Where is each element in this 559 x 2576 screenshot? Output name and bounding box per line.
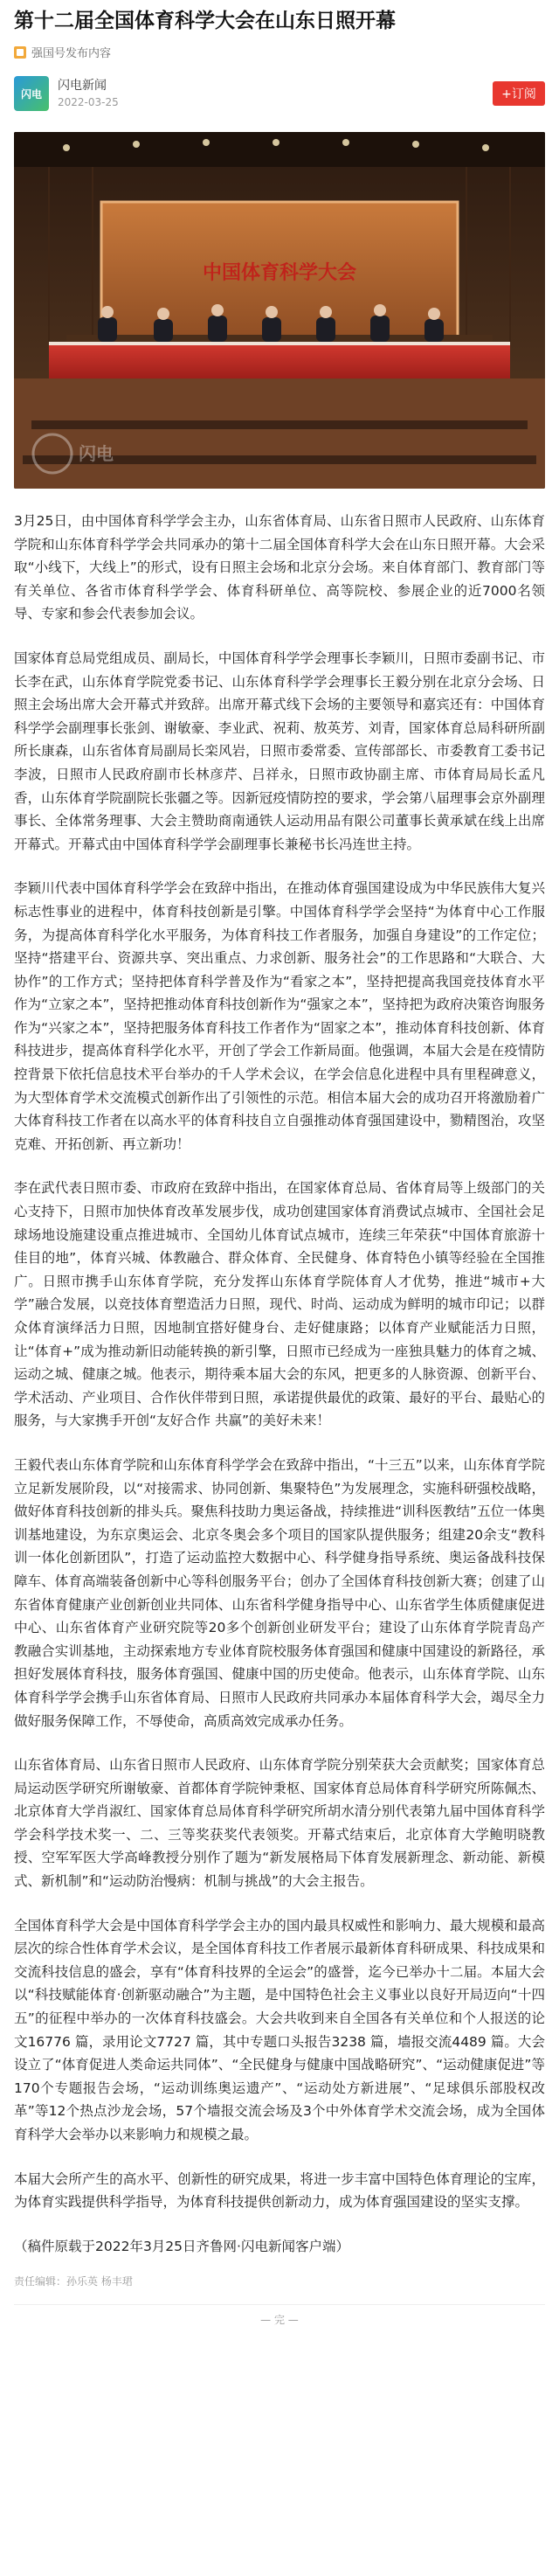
head-table <box>49 342 510 378</box>
table-edge <box>49 342 510 345</box>
paragraph: 3月25日，由中国体育科学学会主办，山东省体育局、山东省日照市人民政府、山东体育学院和山东体育科学学会共同承办的第十二届全国体育科学大会在山东日照开幕。大会采取“小线下，大线上”的形式，设有日照主会场和北京分会场。来自体育部门、教育部门等有关单位、各省市体育科学学会、体育科研单位、高等院校、参展企业的近7000名领导、专家和参会代表参加会议。 <box>14 513 545 622</box>
paragraph: 李在武代表日照市委、市政府在致辞中指出，在国家体育总局、省体育局等上级部门的关心支持下，日照市加快体育改革发展步伐，成功创建国家体育消费试点城市、全国社会足球场地设施建设重点推进城市、全国幼儿体育试点城市，连续三年荣获“中国体育旅游十佳目的地”，体育兴城、体教融合、群众体育、全民健身、体育特色小镇等经验在全国推广。日照市携手山东体育学院，充分发挥山东体育学院体育人才优势，推进“城市+大学”融合发展，以竞技体育塑造活力日照，现代、时尚、运动成为鲜明的城市印记；以群众体育演绎活力日照，因地制宜搭好健身台、走好健康路；以体育产业赋能活力日照，让“体育+”成为推动新旧动能转换的新引擎，日照市已经成为一座独具魅力的体育之城、运动之城、健康之城。他表示，期待乘本届大会的东风，把更多的人脉资源、创新平台、学术活动、产业项目、合作伙伴带到日照，承诺提供最优的政策、最好的平台、最贴心的服务，与大家携手开创“友好合作 共赢”的美好未来！ <box>14 1180 545 1429</box>
hero-image[interactable] <box>14 132 545 489</box>
paragraph: 李颖川代表中国体育科学学会在致辞中指出，在推动体育强国建设成为中华民族伟大复兴标志性事业的进程中，体育科技创新是引擎。中国体育科学学会坚持“为体育中心工作服务，为提高体育科学化水平服务，为体育科技工作者服务，加强自身建设”的工作定位；坚持“搭建平台、资源共享、突出重点、力求创新、服务社会”的工作思路和“大联合、大协作”的工作方式；坚持把体育科学普及作为“看家之本”，坚持把提高我国竞技体育水平作为“立家之本”，坚持把推动体育科技创新作为“强家之本”，坚持把为政府决策咨询服务作为“兴家之本”，坚持把服务体育科技工作者作为“固家之本”，推动体育科技创新、体育科技进步，提高体育科学化水平，开创了学会工作新局面。他强调，本届大会是在疫情防控背景下依托信息技术平台举办的千人学术会议，在学会信息化进程中具有里程碑意义，为大型体育学术交流模式创新作出了引领性的示范。相信本届大会的成功召开将激励着广大体育科技工作者在以高水平的体育科技自立自强推动体育强国建设中，勠精图治，攻坚克难、开拓创新、再立新功！ <box>14 880 545 1152</box>
author-meta <box>58 77 493 110</box>
paragraph: 山东省体育局、山东省日照市人民政府、山东体育学院分别荣获大会贡献奖；国家体育总局运动医学研究所谢敏豪、首都体育学院钟秉枢、国家体育总局体育科学研究所陈佩杰、北京体育大学肖淑红、国家体育总局体育科学研究所胡水清分别代表第九届中国体育科学学会科学技术奖一、二、三等奖获奖代表领奖。开幕式结束后，北京体育大学鲍明晓教授、空军军医大学高峰教授分别作了题为“新发展格局下体育发展新理念、新动能、新模式、新机制”和“运动防治慢病：机制与挑战”的大会主报告。 <box>14 1757 545 1890</box>
conference-photo <box>14 132 545 489</box>
stage-banner: 中国体育科学大会 <box>202 262 357 284</box>
publish-tag-text: 强国号发布内容 <box>31 47 112 60</box>
publish-tag-icon <box>14 46 26 59</box>
ceiling <box>14 132 545 167</box>
paragraph: 本届大会所产生的高水平、创新性的研究成果，将进一步丰富中国特色体育理论的宝库，为体育实践提供科学指导，为体育科技提供创新动力，成为体育强国建设的坚实支撑。 <box>14 2170 545 2211</box>
source-note: （稿件原载于2022年3月25日齐鲁网·闪电新闻客户端） <box>14 2238 349 2254</box>
article-body <box>14 510 545 2258</box>
floor <box>14 378 545 489</box>
watermark-text: 闪电 <box>79 443 114 464</box>
end-marker: — 完 — <box>14 2304 545 2327</box>
avatar-text: 闪电 <box>20 87 42 101</box>
avatar[interactable] <box>14 76 49 111</box>
author-row <box>14 74 545 113</box>
paragraph: 王毅代表山东体育学院和山东体育科学学会在致辞中指出，“十三五”以来，山东体育学院立足新发展阶段，以“对接需求、协同创新、集聚特色”为发展理念，实施科研强校战略，做好体育科技创新的排头兵。聚焦科技助力奥运备战，持续推进“训科医教结”五位一体奥训基地建设，为东京奥运会、北京冬奥会多个项目的国家队提供服务；组建20余支“教科训一体化创新团队”，打造了运动监控大数据中心、科学健身指导系统、奥运备战科技保障车、体育高端装备创新中心等科创服务平台；创办了全国体育科技创新大赛；创建了山东省体育健康产业创新创业共同体、山东省科学健身指导中心、山东省学生体质健康促进中心、山东省体育产业研究院等20多个创新创业研发平台；建设了山东体育学院青岛产教融合实训基地，主动探索地方专业体育院校服务体育强国和健康中国建设的新路径，承担好发展体育科技，服务体育强国、健康中国的历史使命。他表示，山东体育学院、山东体育科学学会携手山东省体育局、日照市人民政府共同承办本届体育科学大会，竭尽全力做好服务保障工作，不辱使命，高质高效完成承办任务。 <box>14 1456 545 1729</box>
paragraph: 国家体育总局党组成员、副局长，中国体育科学学会理事长李颖川，日照市委副书记、市长李在武，山东体育学院党委书记、山东体育科学学会理事长王毅分别在北京分会场、日照主会场出席大会开幕式并致辞。出席开幕式线下会场的主要领导和嘉宾还有：中国体育科学学会副理事长张剑、谢敏豪、李业武、祝莉、敖英芳、刘青，国家体育总局科研所副所长康森，山东省体育局副局长栾风岩，日照市委常委、宣传部部长、市委教育工委书记李波，日照市人民政府副市长林彦芹、吕祥永，日照市政协副主席、市体育局局长孟凡香，山东体育学院副院长张疆之等。因新冠疫情防控的要求，学会第八届理事会京外副理事长、全体常务理事、大会主赞助商南通铁人运动用品有限公司董事长黄承斌在线上出席开幕式。开幕式由中国体育科学学会副理事长兼秘书长冯连世主持。 <box>14 649 545 852</box>
publish-date: 2022-03-25 <box>58 96 119 108</box>
paragraph: 全国体育科学大会是中国体育科学学会主办的国内最具权威性和影响力、最大规模和最高层次的综合性体育学术会议，是全国体育科技工作者展示最新体育科研成果、科技成果和交流科技信息的盛会，享有“体育科技界的全运会”的盛誉，迄今已举办十二届。本届大会以“科技赋能体育·创新驱动融合”为主题，是中国特色社会主义事业以良好开局迈向“十四五”的征程中举办的一次体育科技盛会。大会共收到来自全国各有关单位和个人报送的论文16776 篇，录用论文7727 篇，其中专题口头报告3238 篇，墙报交流4489 篇。大会设立了“体育促进人类命运共同体”、“全民健身与健康中国战略研究”、“运动健康促进”等170个专题报告会场，“运动训练奥运遗产”、“运动处方新进展”、“足球俱乐部股权改革”等12个热点沙龙会场，57个墙报交流会场及3个中外体育学术交流会场，成为全国体育科学大会举办以来影响力和规模之最。 <box>14 1917 545 2142</box>
author-name[interactable]: 闪电新闻 <box>58 79 107 93</box>
editor-credit: 责任编辑：孙乐英 杨丰珺 <box>14 2275 133 2288</box>
article-title: 第十二届全国体育科学大会在山东日照开幕 <box>14 10 396 32</box>
publish-tag <box>14 44 545 60</box>
subscribe-button[interactable]: +订阅 <box>493 81 545 106</box>
